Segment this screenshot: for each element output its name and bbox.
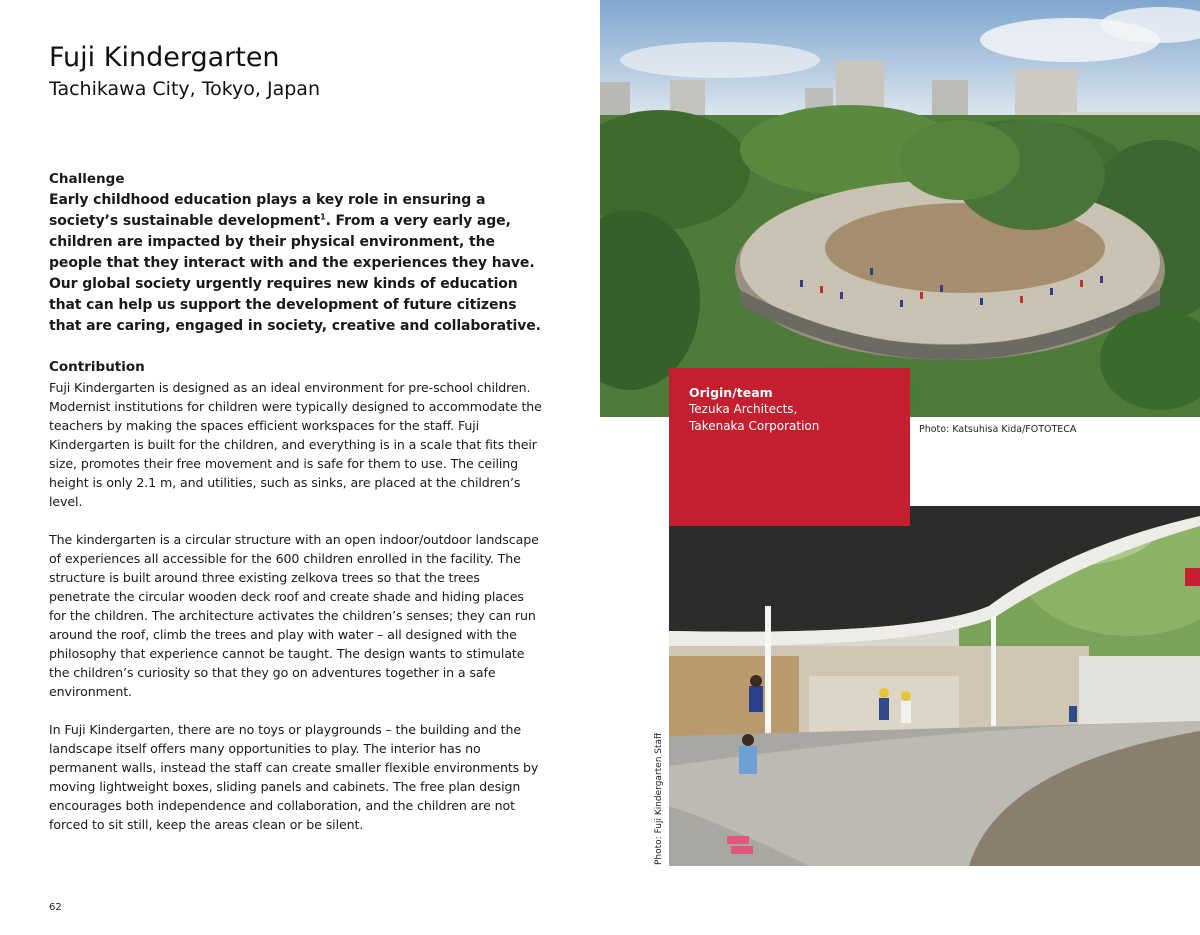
origin-team-box <box>669 368 910 526</box>
interior-kindergarten-photo <box>669 506 1200 866</box>
origin-team-line-2: Takenaka Corporation <box>689 419 820 433</box>
challenge-section <box>49 170 544 337</box>
contribution-heading: Contribution <box>49 359 145 375</box>
bottom-photo-credit: Photo: Fuji Kindergarten Staff <box>654 732 664 865</box>
page-subtitle: Tachikawa City, Tokyo, Japan <box>49 78 320 100</box>
aerial-kindergarten-photo <box>600 0 1200 417</box>
page-number: 62 <box>49 902 62 913</box>
contribution-paragraph-1: Fuji Kindergarten is designed as an ideal environment for pre-school children. Modernist institutions for children were typically designed to accommodate the teachers by making the spaces efficient workspaces for the staff. Fuji Kindergarten is built for the children, and everything is in a scale that fits their size, promotes their free movement and is safe for them to use. The ceiling height is only 2.1 m, and utilities, such as sinks, are placed at the children’s level. <box>49 380 542 509</box>
contribution-paragraph-2: The kindergarten is a circular structure with an open indoor/outdoor landscape of experiences all accessible for the 600 children enrolled in the facility. The structure is built around three existing zelkova trees so that the trees penetrate the circular wooden deck roof and create shade and hiding places for the children. The architecture activates the children’s senses; they can run around the roof, climb the trees and play with water – all designed with the philosophy that experience cannot be taught. The design wants to stimulate the children’s curiosity so that they go on adventures together in a safe environment. <box>49 532 539 699</box>
origin-team-line-1: Tezuka Architects, <box>689 402 798 416</box>
top-photo-credit: Photo: Katsuhisa Kida/FOTOTECA <box>919 424 1077 435</box>
challenge-text-end: . From a very early age, children are impacted by their physical environment, the people that they interact with and the experiences they have. Our global society urgently requires new kinds of education that can help us support the development of future citizens that are caring, engaged in society, creative and collaborative. <box>49 213 541 334</box>
red-accent-tab <box>1185 568 1200 586</box>
page-title: Fuji Kindergarten <box>49 42 280 73</box>
origin-team-heading: Origin/team <box>689 385 773 400</box>
challenge-heading: Challenge <box>49 171 125 187</box>
footnote-mark: 1 <box>320 212 326 222</box>
contribution-paragraph-3: In Fuji Kindergarten, there are no toys or playgrounds – the building and the landscape itself offers many opportunities to play. The interior has no permanent walls, instead the staff can create smaller flexible environments by moving lightweight boxes, sliding panels and cabinets. The free plan design encourages both independence and collaboration, and the children are not forced to sit still, keep the areas clean or be silent. <box>49 722 539 832</box>
contribution-section <box>49 358 544 853</box>
challenge-text <box>49 190 544 337</box>
challenge-text-start: Early childhood education plays a key role in ensuring a society’s sustainable development <box>49 192 486 229</box>
